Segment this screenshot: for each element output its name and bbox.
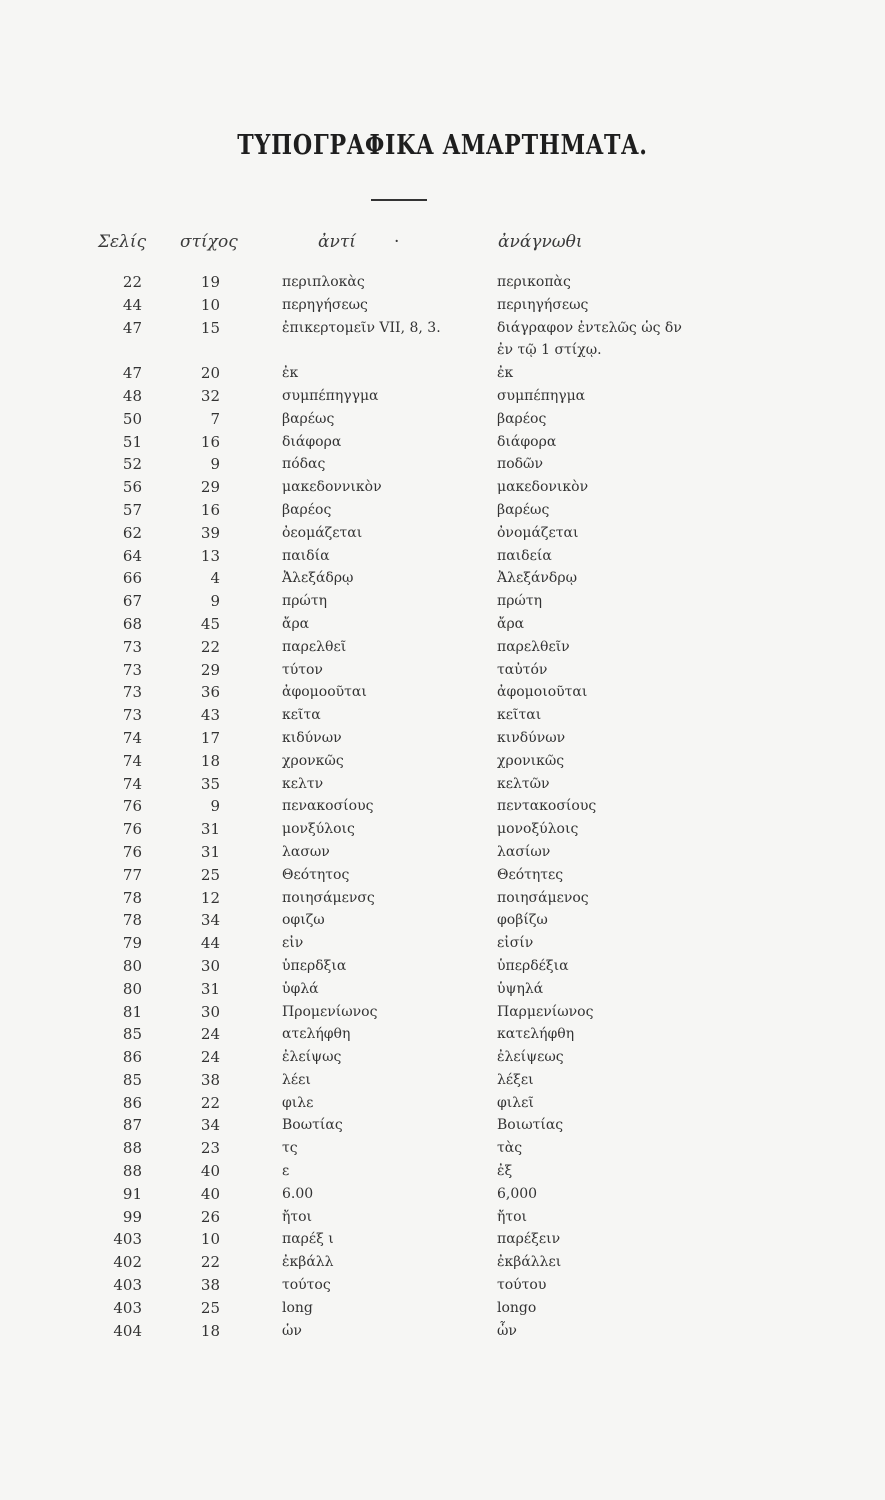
row-page: 88 — [122, 1139, 142, 1158]
row-read: ὧν — [497, 1322, 517, 1339]
table-row — [0, 499, 885, 522]
row-instead: Προμενίωνος — [282, 1003, 378, 1020]
row-read-continuation: ἐν τῷ 1 στίχῳ. — [497, 342, 602, 359]
row-line: 17 — [200, 728, 220, 747]
table-row — [0, 795, 885, 818]
row-page: 99 — [122, 1207, 142, 1226]
table-row — [0, 271, 885, 294]
row-line: 4 — [210, 569, 220, 588]
row-read: ἀφομοιοῦται — [497, 684, 588, 701]
table-row — [0, 1114, 885, 1137]
table-row — [0, 773, 885, 796]
row-line: 26 — [200, 1207, 220, 1226]
row-page: 78 — [122, 888, 142, 907]
row-instead: συμπέπηγγμα — [282, 387, 379, 404]
row-line: 31 — [200, 820, 220, 839]
row-page: 74 — [122, 728, 142, 747]
row-instead: ἀφομοοῦται — [282, 684, 367, 701]
row-line: 22 — [200, 637, 220, 656]
header-line: στίχος — [180, 232, 238, 252]
row-page: 81 — [122, 1002, 142, 1021]
row-page: 73 — [122, 660, 142, 679]
row-instead: ὡν — [282, 1322, 302, 1339]
row-line: 10 — [200, 1230, 220, 1249]
row-line: 45 — [200, 614, 220, 633]
row-page: 64 — [122, 546, 142, 565]
row-line: 31 — [200, 842, 220, 861]
row-page: 86 — [122, 1048, 142, 1067]
table-row — [0, 1137, 885, 1160]
table-row — [0, 1297, 885, 1320]
row-read: ἐλείψεως — [497, 1049, 564, 1066]
row-instead: παρελθεῖ — [282, 638, 347, 655]
row-line: 38 — [200, 1070, 220, 1089]
row-page: 44 — [122, 295, 142, 314]
row-read: χρονικῶς — [497, 752, 565, 769]
row-page: 87 — [122, 1116, 142, 1135]
row-instead: οφιζω — [282, 912, 325, 929]
row-read: τούτου — [497, 1277, 547, 1294]
table-row — [0, 1160, 885, 1183]
table-row — [0, 681, 885, 704]
row-read: μονοξύλοις — [497, 821, 579, 838]
table-row — [0, 659, 885, 682]
row-line: 36 — [200, 683, 220, 702]
row-read: ὑπερδέξια — [497, 957, 569, 974]
table-row — [0, 1001, 885, 1024]
row-line: 13 — [200, 546, 220, 565]
row-line: 9 — [210, 455, 220, 474]
table-row — [0, 453, 885, 476]
table-row — [0, 567, 885, 590]
header-dot: · — [394, 232, 400, 252]
table-row — [0, 1206, 885, 1229]
row-line: 24 — [200, 1048, 220, 1067]
row-instead: ε — [282, 1163, 290, 1180]
row-instead: παρέξ ι — [282, 1231, 334, 1248]
row-instead: περιπλοκὰς — [282, 274, 365, 290]
table-row — [0, 864, 885, 887]
row-page: 73 — [122, 706, 142, 725]
row-instead: ὑφλά — [282, 980, 319, 997]
row-page: 77 — [122, 865, 142, 884]
row-line: 25 — [200, 865, 220, 884]
row-line: 30 — [200, 1002, 220, 1021]
row-line: 40 — [200, 1184, 220, 1203]
row-read: Βοιωτίας — [497, 1117, 564, 1134]
row-line: 22 — [200, 1253, 220, 1272]
row-instead: διάφορα — [282, 433, 342, 450]
table-row — [0, 294, 885, 317]
row-page: 404 — [113, 1321, 142, 1340]
row-read: πρώτη — [497, 593, 542, 610]
row-line: 39 — [200, 523, 220, 542]
row-read: βαρέος — [497, 410, 547, 427]
header-read: ἀνάγνωθι — [498, 232, 583, 252]
row-line: 34 — [200, 1116, 220, 1135]
row-instead: ὑπερδξια — [282, 957, 347, 974]
row-read: παρέξειν — [497, 1231, 561, 1248]
row-instead: ἐπικερτομεῖν VII, 8, 3. — [282, 319, 441, 336]
table-row — [0, 431, 885, 454]
table-row — [0, 1069, 885, 1092]
header-page: Σελίς — [98, 232, 147, 252]
header-instead: ἀντί — [318, 232, 356, 252]
row-instead: πρώτη — [282, 593, 327, 610]
table-row — [0, 476, 885, 499]
row-read: ταὐτόν — [497, 661, 548, 678]
row-read: συμπέπηγμα — [497, 387, 586, 404]
row-line: 31 — [200, 979, 220, 998]
row-line: 22 — [200, 1093, 220, 1112]
row-line: 30 — [200, 956, 220, 975]
row-line: 20 — [200, 364, 220, 383]
row-line: 7 — [210, 409, 220, 428]
table-row — [0, 408, 885, 431]
row-page: 80 — [122, 956, 142, 975]
row-read: κινδύνων — [497, 729, 566, 746]
row-read: εἰσίν — [497, 935, 534, 952]
row-page: 403 — [113, 1276, 142, 1295]
row-instead: εἰν — [282, 935, 304, 952]
row-instead: πόδας — [282, 456, 326, 473]
row-read: ἤτοι — [497, 1208, 528, 1225]
row-line: 9 — [210, 797, 220, 816]
table-row — [0, 1274, 885, 1297]
row-page: 47 — [122, 318, 142, 337]
page-title: ΤΥΠΟΓΡΑΦΙΚΑ ΑΜΑΡΤΗΜΑΤΑ. — [237, 130, 648, 161]
row-page: 51 — [122, 432, 142, 451]
row-page: 66 — [122, 569, 142, 588]
row-instead: Θεότητος — [282, 866, 350, 883]
table-row — [0, 1092, 885, 1115]
row-instead: κιδύνων — [282, 729, 342, 746]
table-row — [0, 1251, 885, 1274]
row-line: 29 — [200, 660, 220, 679]
row-page: 76 — [122, 842, 142, 861]
table-row — [0, 636, 885, 659]
row-read: ποδῶν — [497, 456, 543, 473]
table-row — [0, 1228, 885, 1251]
row-instead: κεῖτα — [282, 707, 321, 724]
table-row — [0, 1183, 885, 1206]
row-instead: βαρέος — [282, 501, 332, 518]
row-page: 50 — [122, 409, 142, 428]
table-row — [0, 818, 885, 841]
row-read: Παρμενίωνος — [497, 1003, 594, 1020]
row-instead: ἐκ — [282, 365, 299, 382]
row-read: κελτῶν — [497, 775, 550, 792]
row-read: περιηγήσεως — [497, 296, 589, 313]
row-instead: Ἀλεξάδρῳ — [282, 570, 354, 587]
row-read: τὰς — [497, 1140, 523, 1157]
table-row — [0, 362, 885, 385]
row-instead: τούτος — [282, 1277, 331, 1294]
row-line: 9 — [210, 592, 220, 611]
row-page: 62 — [122, 523, 142, 542]
row-page: 88 — [122, 1162, 142, 1181]
table-row — [0, 841, 885, 864]
row-instead: 6.00 — [282, 1185, 314, 1202]
row-line: 29 — [200, 478, 220, 497]
table-row — [0, 522, 885, 545]
row-read: 6,000 — [497, 1185, 538, 1202]
table-row — [0, 1046, 885, 1069]
row-read: μακεδονικὸν — [497, 479, 589, 496]
row-page: 85 — [122, 1070, 142, 1089]
row-instead: κελτν — [282, 775, 324, 792]
table-row — [0, 887, 885, 910]
table-row — [0, 978, 885, 1001]
errata-table — [0, 271, 885, 1342]
table-row — [0, 317, 885, 363]
row-line: 34 — [200, 911, 220, 930]
row-instead: ποιησάμενσς — [282, 889, 375, 906]
row-instead: μονξύλοις — [282, 821, 355, 838]
row-read: διάγραφον ἐντελῶς ὡς δν — [497, 319, 682, 336]
row-line: 16 — [200, 500, 220, 519]
row-instead: ὀεομάζεται — [282, 524, 363, 541]
table-row — [0, 613, 885, 636]
row-page: 67 — [122, 592, 142, 611]
row-page: 85 — [122, 1025, 142, 1044]
row-line: 25 — [200, 1298, 220, 1317]
row-read: παιδεία — [497, 547, 552, 564]
row-read: λασίων — [497, 843, 551, 860]
table-row — [0, 909, 885, 932]
row-read: ἐκ — [497, 365, 514, 382]
row-line: 18 — [200, 751, 220, 770]
table-row — [0, 727, 885, 750]
title-rule — [371, 199, 427, 201]
row-instead: πενακοσίους — [282, 798, 374, 815]
row-page: 86 — [122, 1093, 142, 1112]
row-page: 78 — [122, 911, 142, 930]
row-read: ἐξ — [497, 1163, 513, 1180]
row-read: ποιησάμενος — [497, 889, 589, 906]
row-line: 16 — [200, 432, 220, 451]
row-page: 22 — [122, 273, 142, 291]
row-page: 47 — [122, 364, 142, 383]
row-line: 18 — [200, 1321, 220, 1340]
row-line: 10 — [200, 295, 220, 314]
row-read: κατελήφθη — [497, 1026, 575, 1043]
row-line: 44 — [200, 934, 220, 953]
row-read: κεῖται — [497, 707, 542, 724]
row-page: 74 — [122, 751, 142, 770]
row-line: 19 — [200, 273, 220, 291]
row-line: 12 — [200, 888, 220, 907]
row-read: βαρέως — [497, 501, 550, 518]
row-read: διάφορα — [497, 433, 557, 450]
row-read: λέξει — [497, 1071, 534, 1088]
row-instead: μακεδοννικὸν — [282, 479, 382, 496]
row-page: 403 — [113, 1298, 142, 1317]
column-headers — [0, 232, 885, 258]
row-page: 403 — [113, 1230, 142, 1249]
row-page: 402 — [113, 1253, 142, 1272]
row-page: 91 — [122, 1184, 142, 1203]
row-page: 73 — [122, 683, 142, 702]
row-line: 38 — [200, 1276, 220, 1295]
row-read: φιλεῖ — [497, 1094, 534, 1111]
table-row — [0, 932, 885, 955]
row-read: παρελθεῖν — [497, 638, 570, 655]
row-instead: φιλε — [282, 1094, 314, 1111]
table-row — [0, 955, 885, 978]
row-page: 68 — [122, 614, 142, 633]
row-read: πεντακοσίους — [497, 798, 597, 815]
row-line: 32 — [200, 386, 220, 405]
row-instead: λέει — [282, 1071, 311, 1088]
row-read: φοβίζω — [497, 912, 548, 929]
row-instead: τς — [282, 1140, 298, 1157]
row-instead: βαρέως — [282, 410, 335, 427]
table-row — [0, 1320, 885, 1343]
row-read: ἐκβάλλει — [497, 1254, 562, 1271]
row-page: 73 — [122, 637, 142, 656]
row-instead: χρονκῶς — [282, 752, 344, 769]
row-line: 24 — [200, 1025, 220, 1044]
row-read: ὑψηλά — [497, 980, 544, 997]
table-row — [0, 545, 885, 568]
row-read: Ἀλεξάνδρῳ — [497, 570, 577, 587]
row-page: 56 — [122, 478, 142, 497]
row-instead: long — [282, 1299, 313, 1316]
row-instead: Βοωτίας — [282, 1117, 343, 1134]
table-row — [0, 750, 885, 773]
row-line: 23 — [200, 1139, 220, 1158]
row-line: 15 — [200, 318, 220, 337]
row-instead: ατελήφθη — [282, 1026, 351, 1043]
row-page: 48 — [122, 386, 142, 405]
row-page: 76 — [122, 797, 142, 816]
table-row — [0, 385, 885, 408]
row-read: longo — [497, 1299, 537, 1316]
row-line: 40 — [200, 1162, 220, 1181]
row-line: 35 — [200, 774, 220, 793]
table-row — [0, 590, 885, 613]
row-instead: παιδία — [282, 547, 330, 564]
row-page: 80 — [122, 979, 142, 998]
row-page: 57 — [122, 500, 142, 519]
row-read: Θεότητες — [497, 866, 564, 883]
row-instead: ἐκβάλλ — [282, 1254, 334, 1271]
row-read: ἄρα — [497, 615, 525, 632]
row-page: 52 — [122, 455, 142, 474]
row-instead: ἄρα — [282, 615, 310, 632]
table-row — [0, 1023, 885, 1046]
row-read: ὀνομάζεται — [497, 524, 579, 541]
row-instead: λασων — [282, 843, 330, 860]
row-instead: τύτον — [282, 661, 323, 678]
row-instead: ἤτοι — [282, 1208, 313, 1225]
row-page: 74 — [122, 774, 142, 793]
row-page: 76 — [122, 820, 142, 839]
row-line: 43 — [200, 706, 220, 725]
row-page: 79 — [122, 934, 142, 953]
row-instead: περηγήσεως — [282, 296, 368, 313]
table-row — [0, 704, 885, 727]
row-read: περικοπὰς — [497, 274, 571, 290]
row-instead: ἐλείψως — [282, 1049, 342, 1066]
